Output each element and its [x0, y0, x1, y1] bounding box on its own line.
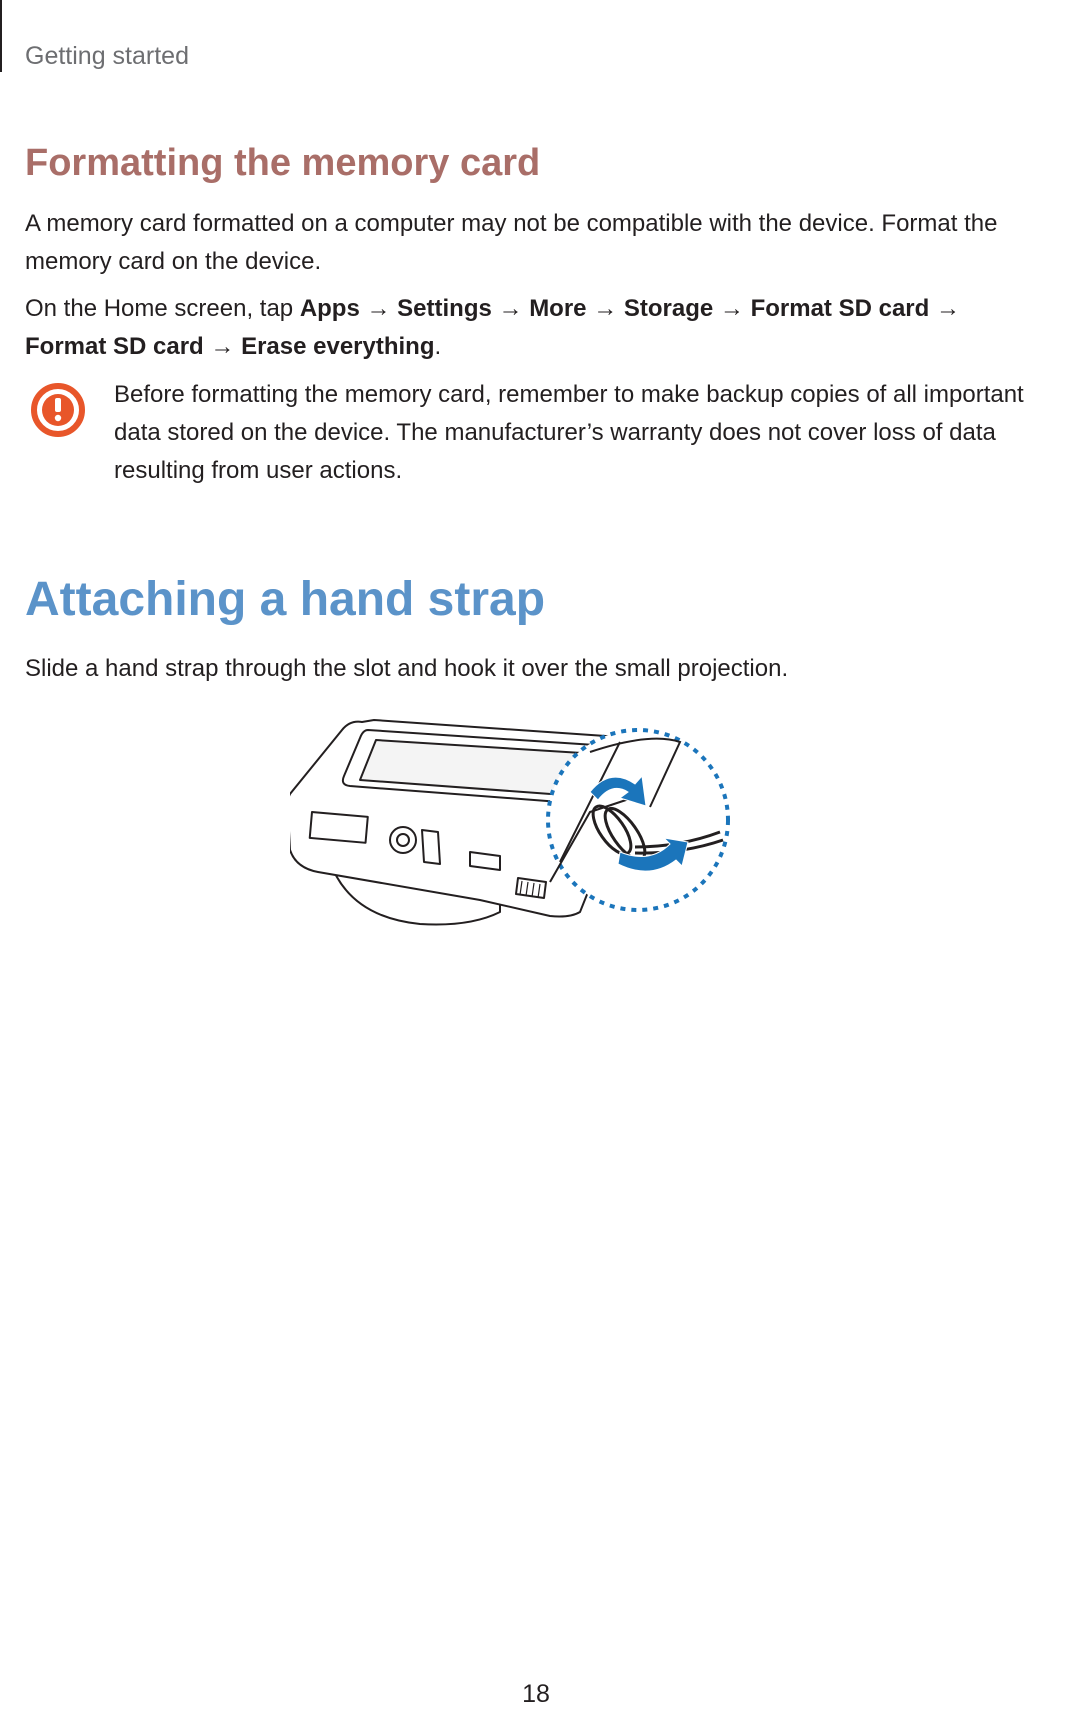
- path-suffix: .: [434, 333, 442, 360]
- path-item-apps: Apps: [299, 295, 360, 322]
- path-prefix: On the Home screen, tap: [25, 295, 300, 322]
- hand-strap-illustration: [290, 712, 810, 1002]
- section-title-strap: Attaching a hand strap: [25, 573, 546, 626]
- path-arrow: →: [498, 295, 523, 322]
- path-item-storage: Storage: [623, 295, 714, 322]
- format-path: [25, 290, 1070, 366]
- path-arrow: →: [593, 295, 618, 322]
- exclamation-circle-icon: [30, 382, 86, 438]
- path-item-format-sd-confirm: Format SD card: [25, 333, 204, 360]
- path-item-more: More: [529, 295, 587, 322]
- format-intro: A memory card formatted on a computer may not be compatible with the device. Format the memory card on the device.: [25, 210, 998, 275]
- path-arrow: →: [935, 295, 960, 322]
- page-number: 18: [522, 1680, 550, 1708]
- path-item-settings: Settings: [397, 295, 492, 322]
- section-title-format: Formatting the memory card: [25, 142, 541, 184]
- strap-instruction: Slide a hand strap through the slot and hook it over the small projection.: [25, 655, 789, 682]
- warning-text: Before formatting the memory card, remember to make backup copies of all important data stored on the device. The manufacturer’s warranty does not cover loss of data resulting from user actions.: [114, 381, 1024, 484]
- running-head: Getting started: [25, 42, 189, 70]
- header-rule: [0, 0, 2, 72]
- path-arrow: →: [366, 295, 391, 322]
- path-item-format-sd: Format SD card: [750, 295, 930, 322]
- path-arrow: →: [719, 295, 744, 322]
- path-arrow: →: [210, 333, 235, 360]
- path-item-erase: Erase everything: [241, 333, 435, 360]
